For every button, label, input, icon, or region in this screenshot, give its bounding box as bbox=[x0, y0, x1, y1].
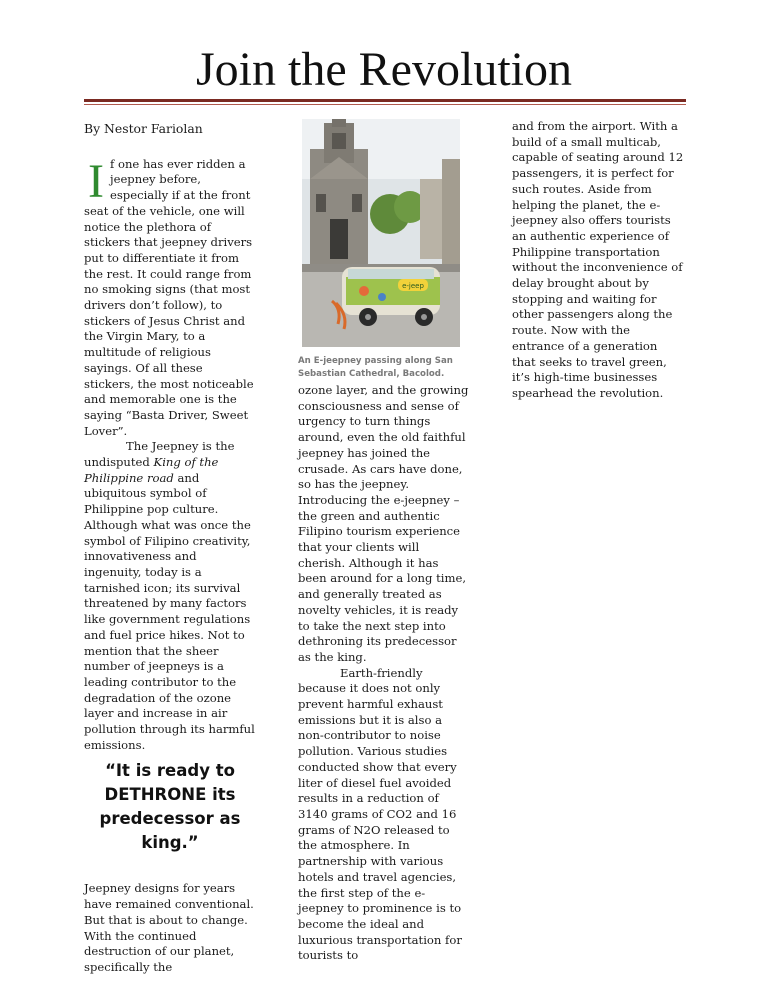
paragraph-designs: Jeepney designs for years have remained conventional. But that is about to change. With the continued destruction of our planet, specifically the bbox=[84, 881, 254, 974]
article-title: Join the Revolution bbox=[196, 43, 572, 96]
byline: By Nestor Fariolan bbox=[84, 121, 203, 136]
ejeep-sign: e-jeep bbox=[402, 282, 424, 290]
paragraph-intro-text: f one has ever ridden a jeepney before, especially if at the front seat of the vehicle, one will notice the plethora of stickers that jeepney drivers put to differentiate it from the rest. It could range from no smoking signs (that most drivers don’t follow), to stickers of Jesus Christ and the Virgin Mary, to a multitude of religious sayings. Of all these stickers, the most noticeable and memorable one is the saying “Basta Driver, Sweet Lover”. bbox=[84, 156, 254, 438]
paragraph-ozone: ozone layer, and the growing consciousness and sense of urgency to turn things around, even the old faithful jeepney has joined the crusade. As cars have done, so has the jeepney. Introducing the e-jeepney – the green and authentic Filipino tourism experience that your clients will cherish. Although it has been around for a long time, and generally treated as novelty vehicles, it is ready to take the next step into dethroning its predecessor as the king. bbox=[298, 383, 469, 664]
paragraph-king-emphasis: King of the Philippine road bbox=[84, 455, 219, 485]
pull-quote: “It is ready to DETHRONE its predecessor as king.” bbox=[99, 761, 241, 853]
column-3 bbox=[512, 119, 684, 402]
title-rule-thin bbox=[84, 104, 686, 105]
paragraph-airport: and from the airport. With a build of a small multicab, capable of seating around 12 passengers, it is perfect for such routes. Aside from helping the planet, the e-jeepney also offers tourists an authentic experience of Philippine transportation without the inconvenience of delay brought about by stopping and waiting for other passengers along the route. Now with the entrance of a generation that seeks to travel green, it’s high-time businesses spearhead the revolution. bbox=[512, 119, 684, 400]
paragraph-king bbox=[84, 439, 256, 753]
paragraph-intro bbox=[84, 154, 256, 440]
paragraph-king-start: The Jeepney is the undisputed bbox=[84, 439, 235, 470]
ejeepney-photo bbox=[302, 119, 460, 347]
column-1 bbox=[84, 121, 256, 976]
paragraph-king-end: and ubiquitous symbol of Philippine pop culture. Although what was once the symbol of Filipino creativity, innovativeness and ingenuity, today is a tarnished icon; its survival threatened by many factors like government regulations and fuel price hikes. Not to mention that the sheer number of jeepneys is a leading contributor to the degradation of the ozone layer and increase in air pollution through its harmful emissions. bbox=[84, 470, 255, 752]
drop-cap: I bbox=[88, 154, 104, 208]
paragraph-earth-friendly: Earth-friendly because it does not only prevent harmful exhaust emissions but it is also a non-contributor to noise pollution. Various studies conducted show that every liter of diesel fuel avoided results in a reduction of 3140 grams of CO2 and 16 grams of N2O released to the atmosphere. In partnership with various hotels and travel agencies, the first step of the e-jeepney to prominence is to become the ideal and luxurious transportation for tourists to bbox=[298, 665, 462, 963]
title-rule-thick bbox=[84, 99, 686, 102]
column-2 bbox=[298, 383, 470, 964]
photo-caption: An E-jeepney passing along San Sebastian Cathedral, Bacolod. bbox=[298, 356, 453, 379]
ejeepney-photo-illustration bbox=[302, 119, 460, 347]
